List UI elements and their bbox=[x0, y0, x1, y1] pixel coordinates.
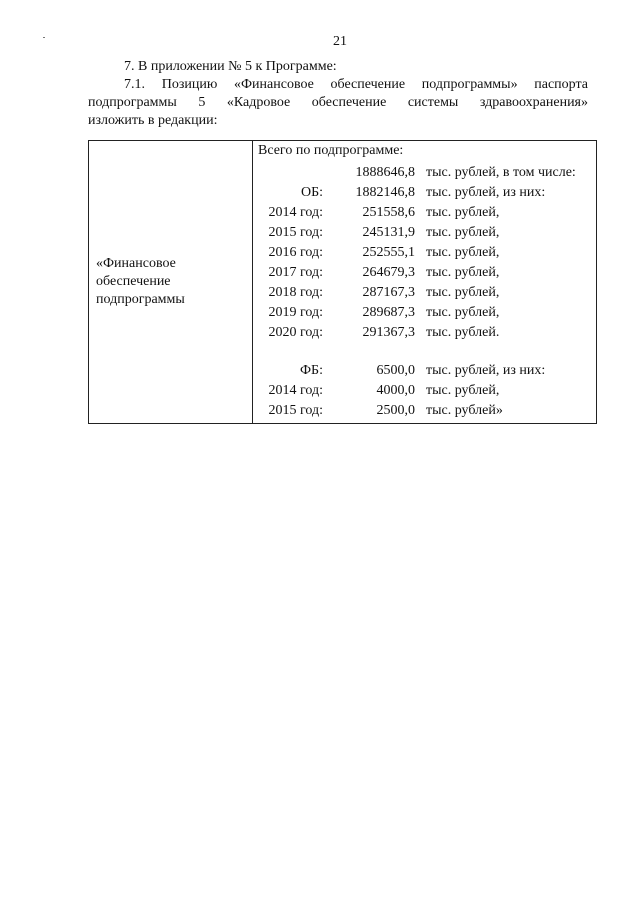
row-value: 245131,9 bbox=[362, 225, 415, 240]
row-label: 2018 год: bbox=[268, 285, 323, 300]
table-row bbox=[253, 283, 596, 303]
row-value: 6500,0 bbox=[376, 363, 415, 378]
table-row bbox=[253, 323, 596, 343]
row-value: 291367,3 bbox=[362, 325, 415, 340]
row-label: 2017 год: bbox=[268, 265, 323, 280]
row-label: ФБ: bbox=[300, 363, 323, 378]
table-row bbox=[253, 243, 596, 263]
table-row bbox=[253, 163, 596, 183]
row-value: 1882146,8 bbox=[355, 185, 415, 200]
row-unit: тыс. рублей, bbox=[426, 245, 500, 260]
row-value: 289687,3 bbox=[362, 305, 415, 320]
row-label: 2020 год: bbox=[268, 325, 323, 340]
row-unit: тыс. рублей, в том числе: bbox=[426, 165, 576, 180]
row-unit: тыс. рублей, из них: bbox=[426, 363, 546, 378]
table-row bbox=[253, 203, 596, 223]
row-unit: тыс. рублей, bbox=[426, 305, 500, 320]
financing-table bbox=[88, 140, 597, 424]
left-cell-line: «Финансовое bbox=[96, 256, 176, 271]
row-unit: тыс. рублей» bbox=[426, 403, 503, 418]
table-row bbox=[253, 381, 596, 401]
row-label: 2014 год: bbox=[268, 205, 323, 220]
row-label: 2015 год: bbox=[268, 403, 323, 418]
row-unit: тыс. рублей, bbox=[426, 285, 500, 300]
table-row bbox=[253, 361, 596, 381]
left-cell-line: обеспечение bbox=[96, 274, 171, 289]
table-row bbox=[253, 401, 596, 421]
row-value: 4000,0 bbox=[376, 383, 415, 398]
row-value: 287167,3 bbox=[362, 285, 415, 300]
row-unit: тыс. рублей, bbox=[426, 383, 500, 398]
table-row bbox=[253, 183, 596, 203]
row-unit: тыс. рублей, bbox=[426, 205, 500, 220]
row-value: 251558,6 bbox=[362, 205, 415, 220]
paragraph-item-7: 7. В приложении № 5 к Программе: bbox=[124, 59, 337, 74]
row-value: 2500,0 bbox=[376, 403, 415, 418]
row-label: 2015 год: bbox=[268, 225, 323, 240]
row-label: 2016 год: bbox=[268, 245, 323, 260]
page-number: 21 bbox=[333, 34, 347, 49]
row-value: 252555,1 bbox=[362, 245, 415, 260]
row-label: 2014 год: bbox=[268, 383, 323, 398]
left-cell-line: подпрограммы bbox=[96, 292, 185, 307]
table-row bbox=[253, 303, 596, 323]
table-left-cell bbox=[96, 255, 246, 309]
row-label: ОБ: bbox=[300, 185, 323, 200]
paragraph-line: 7.1. Позицию «Финансовое обеспечение подпрограммы» паспорта bbox=[124, 77, 588, 92]
row-label: 2019 год: bbox=[268, 305, 323, 320]
paragraph-line: изложить в редакции: bbox=[88, 113, 218, 128]
paragraph-item-7-1 bbox=[88, 76, 588, 130]
table-row bbox=[253, 223, 596, 243]
row-unit: тыс. рублей, bbox=[426, 265, 500, 280]
row-unit: тыс. рублей, bbox=[426, 225, 500, 240]
total-label: Всего по подпрограмме: bbox=[258, 143, 404, 158]
row-value: 264679,3 bbox=[362, 265, 415, 280]
row-unit: тыс. рублей. bbox=[426, 325, 500, 340]
paragraph-line: подпрограммы 5 «Кадровое обеспечение системы здравоохранения» bbox=[88, 95, 588, 110]
table-row bbox=[253, 263, 596, 283]
row-unit: тыс. рублей, из них: bbox=[426, 185, 546, 200]
row-value: 1888646,8 bbox=[355, 165, 415, 180]
